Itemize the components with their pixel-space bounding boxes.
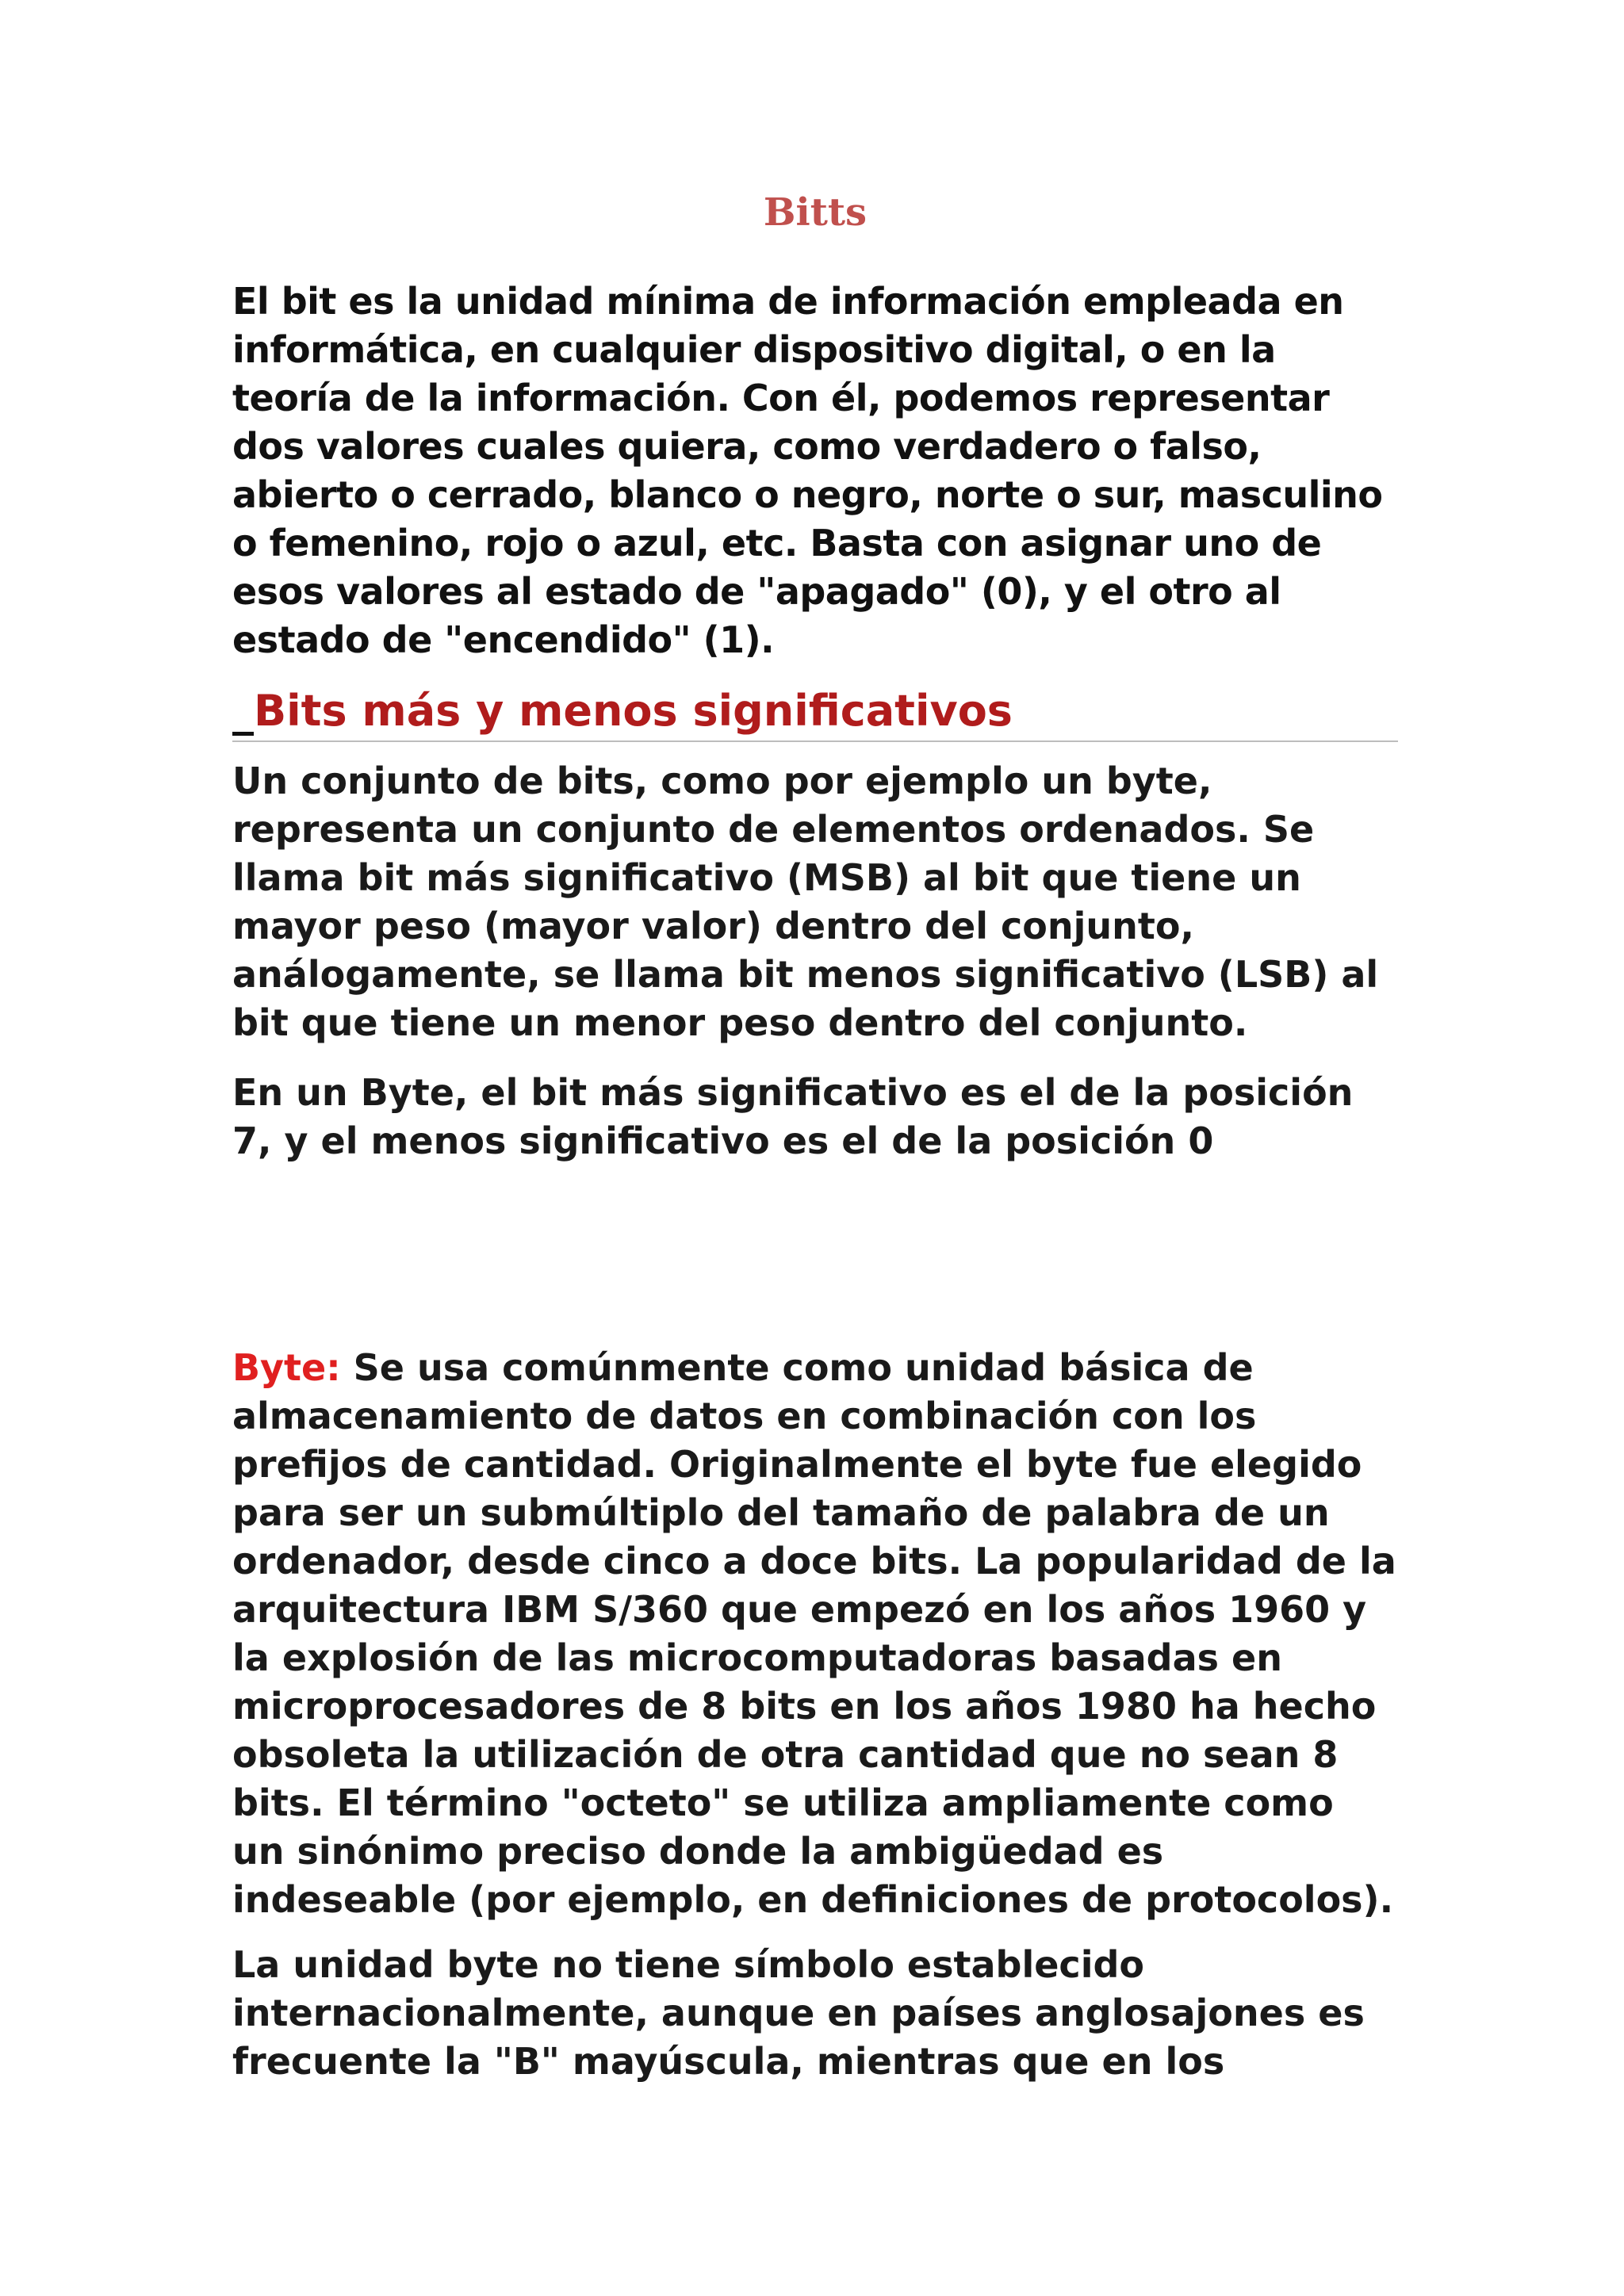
document-title: Bitts bbox=[763, 190, 868, 235]
byte-symbol-paragraph: La unidad byte no tiene símbolo establecido internacionalmente, aunque en países anglosajones es frecuente la "B" mayúscula, mientras que en los bbox=[232, 1943, 1365, 2083]
bits-order-paragraph: Un conjunto de bits, como por ejemplo un byte, representa un conjunto de elementos ordenados. Se llama bit más significativo (MSB) al bit que tiene un mayor peso (mayor valor) dentro del conjunto, análogamente, se llama bit menos significativo (LSB) al bit que tiene un menor peso dentro del conjunto. bbox=[232, 760, 1379, 1044]
byte-definition-paragraph bbox=[232, 1344, 1398, 1924]
section-heading-text: Bits más y menos significativos bbox=[254, 686, 1013, 736]
heading-marker: _ bbox=[232, 686, 254, 736]
byte-term: Byte: bbox=[232, 1346, 341, 1389]
byte-position-paragraph: En un Byte, el bit más significativo es el de la posición 7, y el menos significativo es el de la posición 0 bbox=[232, 1071, 1354, 1162]
intro-paragraph: El bit es la unidad mínima de información empleada en informática, en cualquier dispositivo digital, o en la teoría de la información. Con él, podemos representar dos valores cuales quiera, como verdadero o falso, abierto o cerrado, blanco o negro, norte o sur, masculino o femenino, rojo o azul, etc. Basta con asignar uno de esos valores al estado de "apagado" (0), y el otro al estado de "encendido" (1). bbox=[232, 280, 1383, 661]
section-heading bbox=[232, 683, 1398, 742]
byte-definition-text: Se usa comúnmente como unidad básica de almacenamiento de datos en combinación con los prefijos de cantidad. Originalmente el byte fue elegido para ser un submúltiplo del tamaño de palabra de un ordenador, desde cinco a doce bits. La popularidad de la arquitectura IBM S/360 que empezó en los años 1960 y la explosión de las microcomputadoras basadas en microprocesadores de 8 bits en los años 1980 ha hecho obsoleta la utilización de otra cantidad que no sean 8 bits. El término "octeto" se utiliza ampliamente como un sinónimo preciso donde la ambigüedad es indeseable (por ejemplo, en definiciones de protocolos). bbox=[232, 1346, 1396, 1921]
